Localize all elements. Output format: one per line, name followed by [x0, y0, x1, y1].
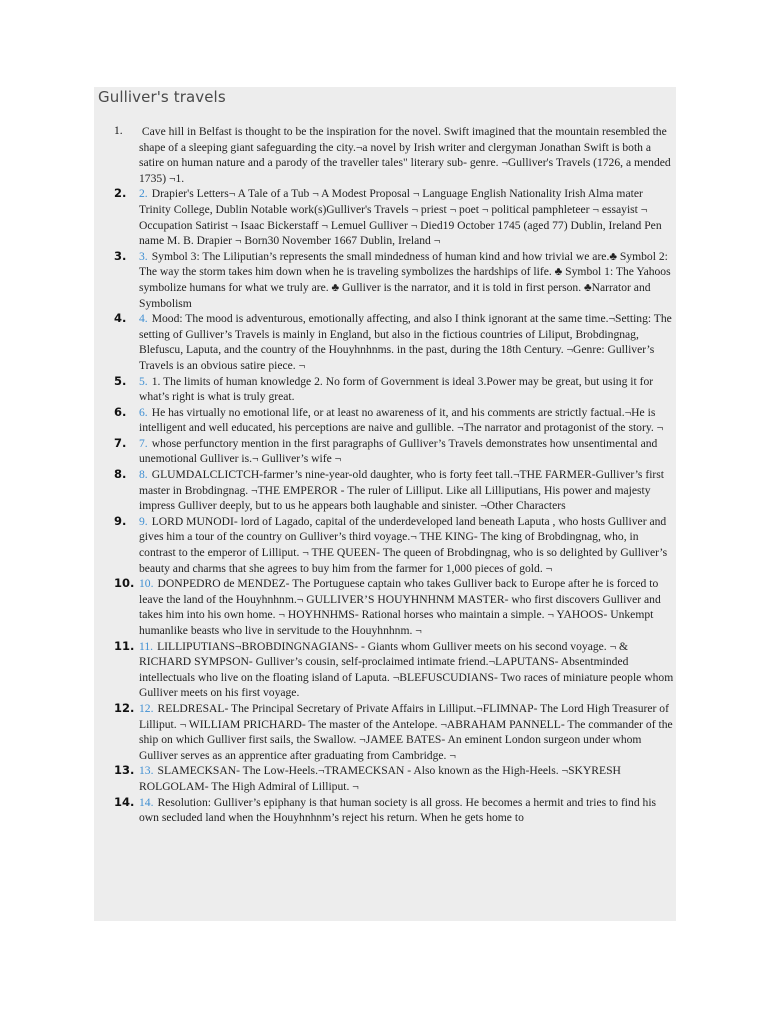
item-link[interactable]: 6. — [139, 405, 148, 419]
item-number: 10. — [114, 576, 135, 591]
item-link[interactable]: 14. — [139, 795, 154, 809]
item-link[interactable]: 8. — [139, 468, 148, 482]
item-text: LORD MUNODI- lord of Lagado, capital of the underdeveloped land beneath Laputa , who hosts Gulliver and gives him a tour of the country on Gulliver’s third voyage.¬ THE KING- The king of Brobdingnag, who, in contrast to the emperor of Lilliput. ¬ THE QUEEN- The queen of Brobdingnag, who is so delighted by Gulliver’s beauty and charms that she agrees to buy him from the farmer for 1,000 pieces of gold. ¬ — [139, 514, 668, 575]
item-text: RELDRESAL- The Principal Secretary of Private Affairs in Lilliput.¬FLIMNAP- The Lord High Treasurer of Lilliput. ¬ WILLIAM PRICHARD- The master of the Antelope. ¬ABRAHAM PANNELL- The commander of the ship on which Gulliver first sails, the Swallow. ¬JAMEE BATES- An eminent London surgeon under whom Gulliver serves as an apprentice after graduating from Cambridge. ¬ — [139, 701, 673, 762]
item-number: 13. — [114, 763, 135, 778]
item-number: 1. — [114, 125, 123, 137]
list-item — [114, 701, 676, 763]
list-item — [114, 186, 676, 248]
item-number: 6. — [114, 404, 127, 419]
item-link[interactable]: 9. — [139, 514, 148, 528]
item-link[interactable]: 2. — [139, 187, 148, 201]
item-number: 12. — [114, 700, 135, 715]
item-number: 7. — [114, 435, 127, 450]
list-item — [114, 467, 676, 514]
item-text: Mood: The mood is adventurous, emotionally affecting, and also I think ignorant at the same time.¬Setting: The setting of Gulliver’s Travels is mainly in England, but also in the fictious countries of Liliput, Brobdingnag, Blefuscu, Laputa, and the country of the Houyhnhnms. in the past, during the 18th Century. ¬Genre: Gulliver’s Travels is an obvious satire piece. ¬ — [139, 312, 672, 372]
item-text: Cave hill in Belfast is thought to be the inspiration for the novel. Swift imagined that the mountain resembled the shape of a sleeping giant safeguarding the city.¬a novel by Irish writer and clergyman Jonathan Swift is both a satire on human nature and a parody of the traveller tales" literary sub- genre. ¬Gulliver's Travels (1726, a mended 1735) ¬1. — [139, 125, 671, 185]
item-link[interactable]: 10. — [139, 577, 154, 591]
list-item — [114, 436, 676, 467]
item-number: 5. — [114, 373, 127, 388]
list-item — [114, 405, 676, 436]
item-text: Drapier's Letters¬ A Tale of a Tub ¬ A Modest Proposal ¬ Language English Nationality Irish Alma mater Trinity College, Dublin Notable work(s)Gulliver's Travels ¬ priest ¬ poet ¬ political pamphleteer ¬ essayist ¬ Occupation Satirist ¬ Isaac Bickerstaff ¬ Lemuel Gulliver ¬ Died19 October 1745 (aged 77) Dublin, Ireland Pen name M. B. Drapier ¬ Born30 November 1667 Dublin, Ireland ¬ — [139, 187, 662, 248]
item-text: 1. The limits of human knowledge 2. No form of Government is ideal 3.Power may be great, but using it for what’s right is what is truly great. — [139, 374, 654, 404]
item-text: DONPEDRO de MENDEZ- The Portuguese captain who takes Gulliver back to Europe after he is forced to leave the land of the Houyhnhnm.¬ GULLIVER’S HOUYHNHNM MASTER- who first discovers Gulliver and takes him into his own home. ¬ HOYHNHMS- Rational horses who maintain a simple. ¬ YAHOOS- Unkempt humanlike beasts who live in servitude to the Houyhnhnm. ¬ — [139, 577, 661, 637]
item-number: 3. — [114, 248, 127, 263]
item-link[interactable]: 11. — [139, 639, 154, 653]
list-item — [114, 311, 676, 373]
item-text: SLAMECKSAN- The Low-Heels.¬TRAMECKSAN - Also known as the High-Heels. ¬SKYRESH ROLGOLAM- The High Admiral of Lilliput. ¬ — [139, 764, 621, 793]
item-link[interactable]: 4. — [139, 312, 148, 326]
item-number: 8. — [114, 467, 127, 482]
list-item — [114, 374, 676, 405]
item-number: 14. — [114, 794, 135, 809]
list-item — [114, 795, 676, 826]
item-link[interactable]: 13. — [139, 764, 154, 778]
item-link[interactable]: 12. — [139, 701, 154, 715]
item-text: GLUMDALCLICTCH-farmer’s nine-year-old daughter, who is forty feet tall.¬THE FARMER-Gulliver’s first master in Brobdingnag. ¬THE EMPEROR - The ruler of Lilliput. Like all Lilliputians, His power and majesty impress Gulliver deeply, but to us he appears both laughable and sinister. ¬Other Characters — [139, 468, 665, 513]
list-item — [114, 639, 676, 701]
list-item — [114, 124, 676, 186]
item-link[interactable]: 3. — [139, 249, 148, 263]
item-number: 2. — [114, 186, 127, 201]
item-link[interactable]: 7. — [139, 436, 148, 450]
list-item — [114, 576, 676, 638]
numbered-list — [114, 124, 676, 826]
item-text: Symbol 3: The Liliputian’s represents the small mindedness of human kind and how trivial we are.♣ Symbol 2: The way the storm takes him down when he is traveling symbolizes the hardships of life. ♣ Symbol 1: The Yahoos symbolize humans for what we truly are. ♣ Gulliver is the narrator, and it is told in first person. ♣Narrator and Symbolism — [139, 249, 671, 310]
item-text: He has virtually no emotional life, or at least no awareness of it, and his comments are strictly factual.¬He is intelligent and well educated, his perceptions are naive and gullible. ¬The narrator and protagonist of the story. ¬ — [139, 405, 664, 435]
item-number: 9. — [114, 513, 127, 528]
document-title: Gulliver's travels — [98, 88, 226, 106]
list-item — [114, 249, 676, 311]
list-item — [114, 514, 676, 576]
item-link[interactable]: 5. — [139, 374, 148, 388]
item-number: 11. — [114, 638, 135, 653]
item-text: whose perfunctory mention in the first paragraphs of Gulliver’s Travels demonstrates how unsentimental and unemotional Gulliver is.¬ Gulliver’s wife ¬ — [139, 436, 658, 466]
item-text: Resolution: Gulliver’s epiphany is that human society is all gross. He becomes a hermit and tries to find his own secluded land when the Houyhnhnm’s reject his return. When he gets home to — [139, 795, 657, 825]
item-number: 4. — [114, 311, 127, 326]
list-item — [114, 763, 676, 794]
item-text: LILLIPUTIANS¬BROBDINGNAGIANS- - Giants whom Gulliver meets on his second voyage. ¬ & RICHARD SYMPSON- Gulliver’s cousin, self-proclaimed intimate friend.¬LAPUTANS- Absentminded intellectuals who live on the floating island of Laputa. ¬BLEFUSCUDIANS- Two races of miniature people whom Gulliver meets on his first voyage. — [139, 639, 674, 700]
